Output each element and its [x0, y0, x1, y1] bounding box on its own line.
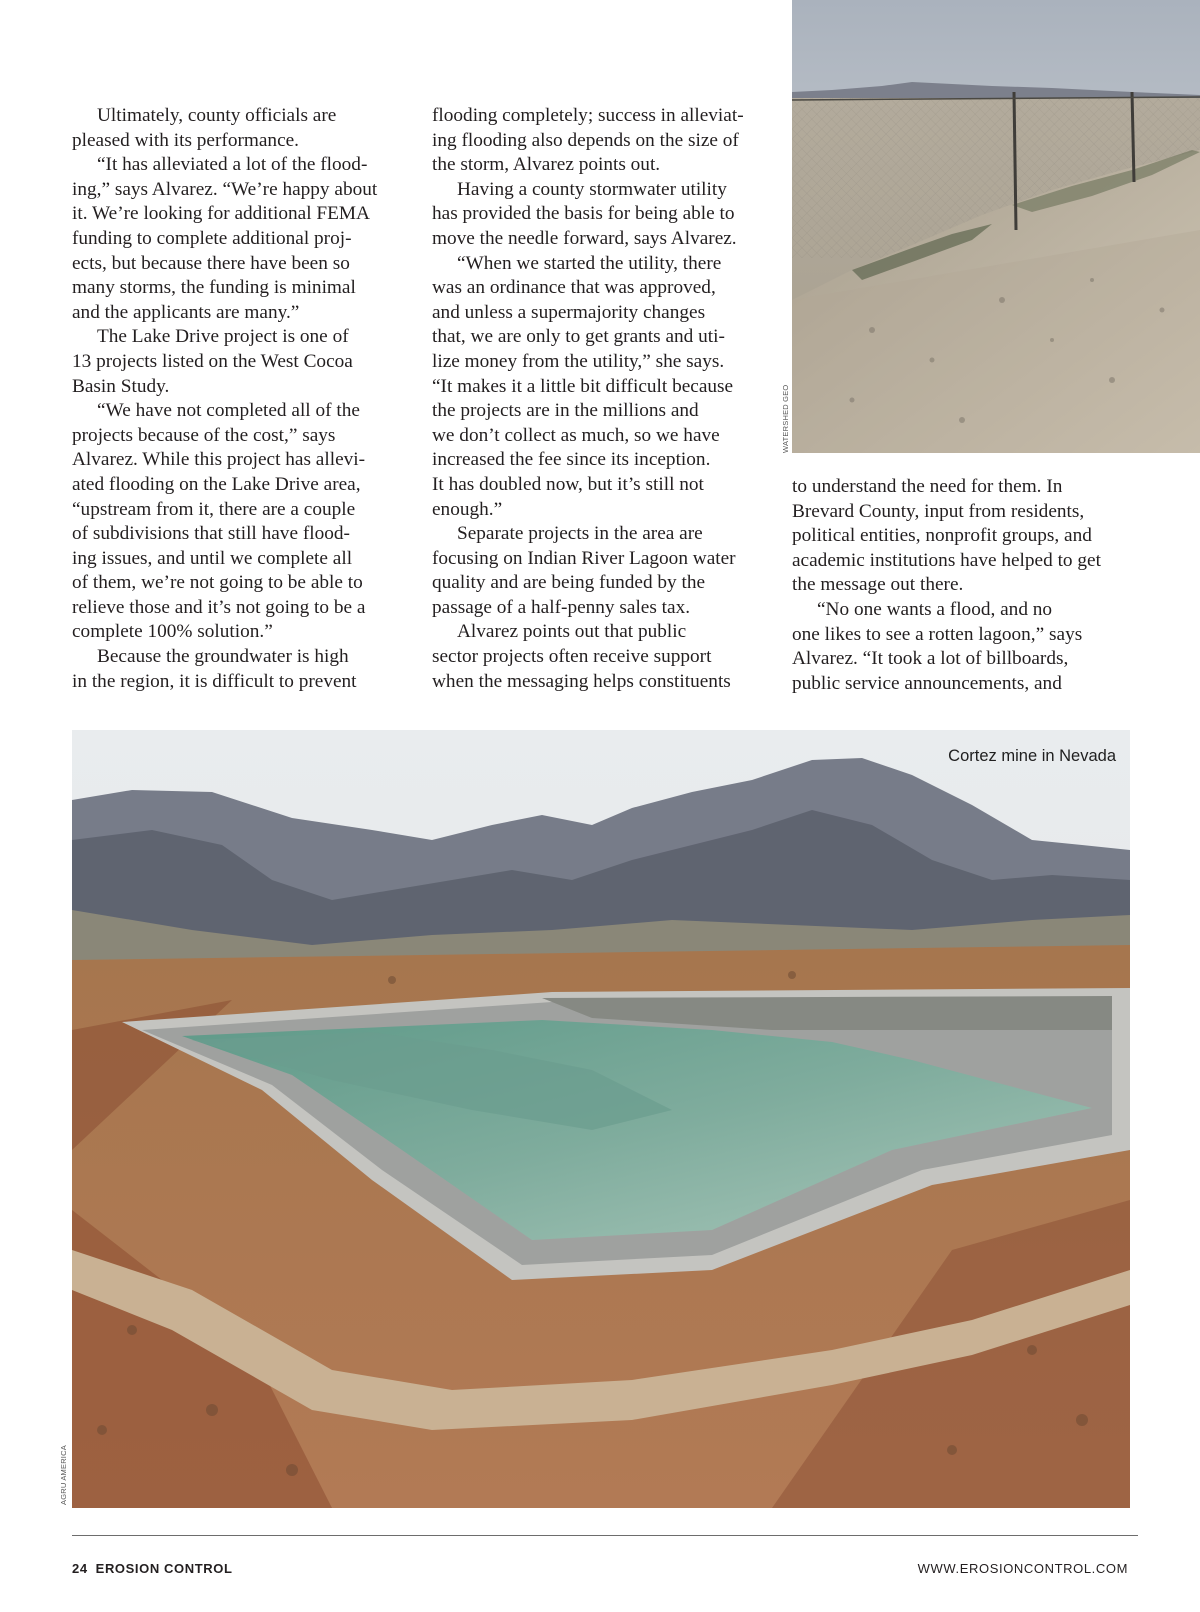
article-line: “It makes it a little bit difficult because: [432, 375, 734, 397]
article-line: public service announcements, and: [792, 672, 1062, 694]
article-line: Alvarez. While this project has allevi-: [72, 449, 366, 471]
article-line: many storms, the funding is minimal: [72, 277, 356, 299]
article-line: complete 100% solution.”: [72, 621, 273, 643]
website-url[interactable]: WWW.EROSIONCONTROL.COM: [917, 1561, 1128, 1576]
article-line: one likes to see a rotten lagoon,” says: [792, 623, 1083, 645]
article-line: “It has alleviated a lot of the flood-: [97, 154, 368, 176]
page-number: 24: [72, 1561, 88, 1576]
article-line: enough.”: [432, 498, 503, 520]
article-line: It has doubled now, but it’s still not: [432, 473, 704, 495]
article-line: The Lake Drive project is one of: [97, 326, 349, 348]
article-line: in the region, it is difficult to prevent: [72, 670, 357, 692]
article-line: Basin Study.: [72, 375, 170, 397]
article-line: of them, we’re not going to be able to: [72, 572, 363, 594]
article-line: was an ordinance that was approved,: [432, 277, 716, 299]
article-line: Brevard County, input from residents,: [792, 500, 1085, 522]
article-line: the storm, Alvarez points out.: [432, 154, 661, 176]
article-line: “We have not completed all of the: [97, 400, 360, 422]
article-line: lize money from the utility,” she says.: [432, 350, 725, 372]
photo-credit-bottom: AGRU AMERICA: [59, 1445, 68, 1505]
mine-pond-photo: [72, 730, 1130, 1508]
article-line: of subdivisions that still have flood-: [72, 523, 350, 545]
article-line: Ultimately, county officials are: [97, 105, 337, 126]
article-line: ing flooding also depends on the size of: [432, 129, 739, 151]
article-line: academic institutions have helped to get: [792, 549, 1101, 571]
article-line: political entities, nonprofit groups, and: [792, 525, 1092, 547]
article-line: and the applicants are many.”: [72, 301, 300, 323]
article-line: “upstream from it, there are a couple: [72, 498, 356, 520]
article-line: passage of a half-penny sales tax.: [432, 596, 691, 618]
article-line: to understand the need for them. In: [792, 476, 1063, 497]
article-line: Having a county stormwater utility: [457, 178, 727, 200]
article-line: move the needle forward, says Alvarez.: [432, 227, 737, 249]
article-line: increased the fee since its inception.: [432, 449, 711, 471]
article-line: and unless a supermajority changes: [432, 301, 706, 323]
article-line: when the messaging helps constituents: [432, 670, 731, 692]
article-line: we don’t collect as much, so we have: [432, 424, 720, 446]
article-line: “When we started the utility, there: [457, 252, 722, 274]
article-line: 13 projects listed on the West Cocoa: [72, 350, 353, 372]
article-line: that, we are only to get grants and uti-: [432, 326, 725, 348]
article-line: ated flooding on the Lake Drive area,: [72, 473, 361, 495]
article-line: pleased with its performance.: [72, 129, 300, 151]
fence-slope-photo: [792, 0, 1200, 453]
article-line: the message out there.: [792, 574, 964, 596]
article-line: ing issues, and until we complete all: [72, 547, 353, 569]
article-line: ects, but because there have been so: [72, 252, 350, 274]
article-line: flooding completely; success in alleviat-: [432, 105, 744, 126]
footer-folio: [72, 1561, 233, 1576]
article-column-1: [72, 104, 407, 694]
article-column-2: [432, 104, 772, 694]
article-line: “No one wants a flood, and no: [817, 598, 1053, 620]
photo-credit-top: WATERSHED GEO: [781, 384, 790, 453]
article-line: Alvarez points out that public: [457, 621, 687, 643]
article-line: funding to complete additional proj-: [72, 227, 352, 249]
article-line: quality and are being funded by the: [432, 572, 706, 594]
article-line: sector projects often receive support: [432, 646, 712, 668]
article-line: Because the groundwater is high: [97, 646, 349, 668]
article-line: it. We’re looking for additional FEMA: [72, 203, 370, 225]
article-line: Alvarez. “It took a lot of billboards,: [792, 648, 1069, 670]
article-line: has provided the basis for being able to: [432, 203, 735, 225]
publication-name: EROSION CONTROL: [95, 1561, 233, 1576]
article-line: ing,” says Alvarez. “We’re happy about: [72, 178, 378, 200]
footer-rule: [72, 1535, 1138, 1536]
article-line: relieve those and it’s not going to be a: [72, 596, 366, 618]
article-column-3: [792, 475, 1132, 696]
article-line: projects because of the cost,” says: [72, 424, 336, 446]
article-line: focusing on Indian River Lagoon water: [432, 547, 736, 569]
article-line: the projects are in the millions and: [432, 400, 699, 422]
photo-caption: Cortez mine in Nevada: [948, 747, 1116, 765]
article-line: Separate projects in the area are: [457, 523, 703, 545]
